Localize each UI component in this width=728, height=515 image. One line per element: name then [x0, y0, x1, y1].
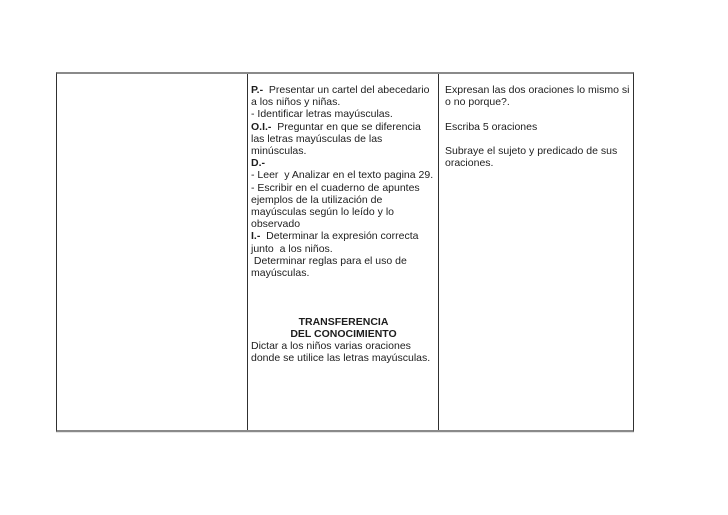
text-line: las letras mayúsculas de las [251, 132, 383, 145]
text-line: I.- Determinar la expresión correcta [251, 230, 419, 243]
text-line [251, 316, 436, 328]
text-line: Expresan las dos oraciones lo mismo si [445, 84, 630, 96]
text-line: junto a los niños. [251, 242, 333, 255]
text-line: minúsculas. [251, 145, 307, 158]
text-line: - Escribir en el cuaderno de apuntes [251, 181, 420, 194]
table-cell-empty [57, 74, 248, 430]
text-line: O.I.- Preguntar en que se diferencia [251, 120, 421, 133]
text-line: mayúsculas según lo leído y lo [251, 206, 394, 219]
text-line [445, 108, 630, 120]
text-line: observado [251, 218, 301, 231]
table-cell-evaluation [439, 74, 633, 430]
text-line [251, 279, 436, 291]
bold-label: P.- [251, 84, 264, 96]
text-line: donde se utilice las letras mayúsculas. [251, 352, 431, 365]
text-line: a los niños y niñas. [251, 96, 341, 109]
bold-label: O.I.- [251, 120, 272, 133]
bold-label: I.- [251, 230, 261, 243]
bold-label: DEL CONOCIMIENTO [290, 328, 397, 341]
text-line: mayúsculas. [251, 267, 310, 280]
text-line: o no porque?. [445, 96, 510, 109]
lesson-plan-table [56, 72, 634, 432]
table-cell-activities [248, 74, 439, 430]
text-line: Subraye el sujeto y predicado de sus [445, 145, 618, 158]
text-line: Dictar a los niños varias oraciones [251, 340, 411, 353]
bold-label: D.- [251, 157, 265, 170]
text-line: - Leer y Analizar en el texto pagina 29. [251, 169, 434, 182]
text-line [251, 328, 436, 340]
text-line: oraciones. [445, 157, 494, 170]
text-line [251, 304, 436, 316]
text-line: ejemplos de la utilización de [251, 193, 383, 206]
text-line [251, 157, 436, 169]
text-line: P.- Presentar un cartel del abecedario [251, 84, 430, 96]
text-line [445, 133, 630, 145]
text-line: Determinar reglas para el uso de [251, 254, 407, 267]
bold-label: TRANSFERENCIA [298, 315, 389, 328]
text-line: Escriba 5 oraciones [445, 120, 538, 133]
text-line: - Identificar letras mayúsculas. [251, 108, 393, 121]
text-line [251, 291, 436, 303]
